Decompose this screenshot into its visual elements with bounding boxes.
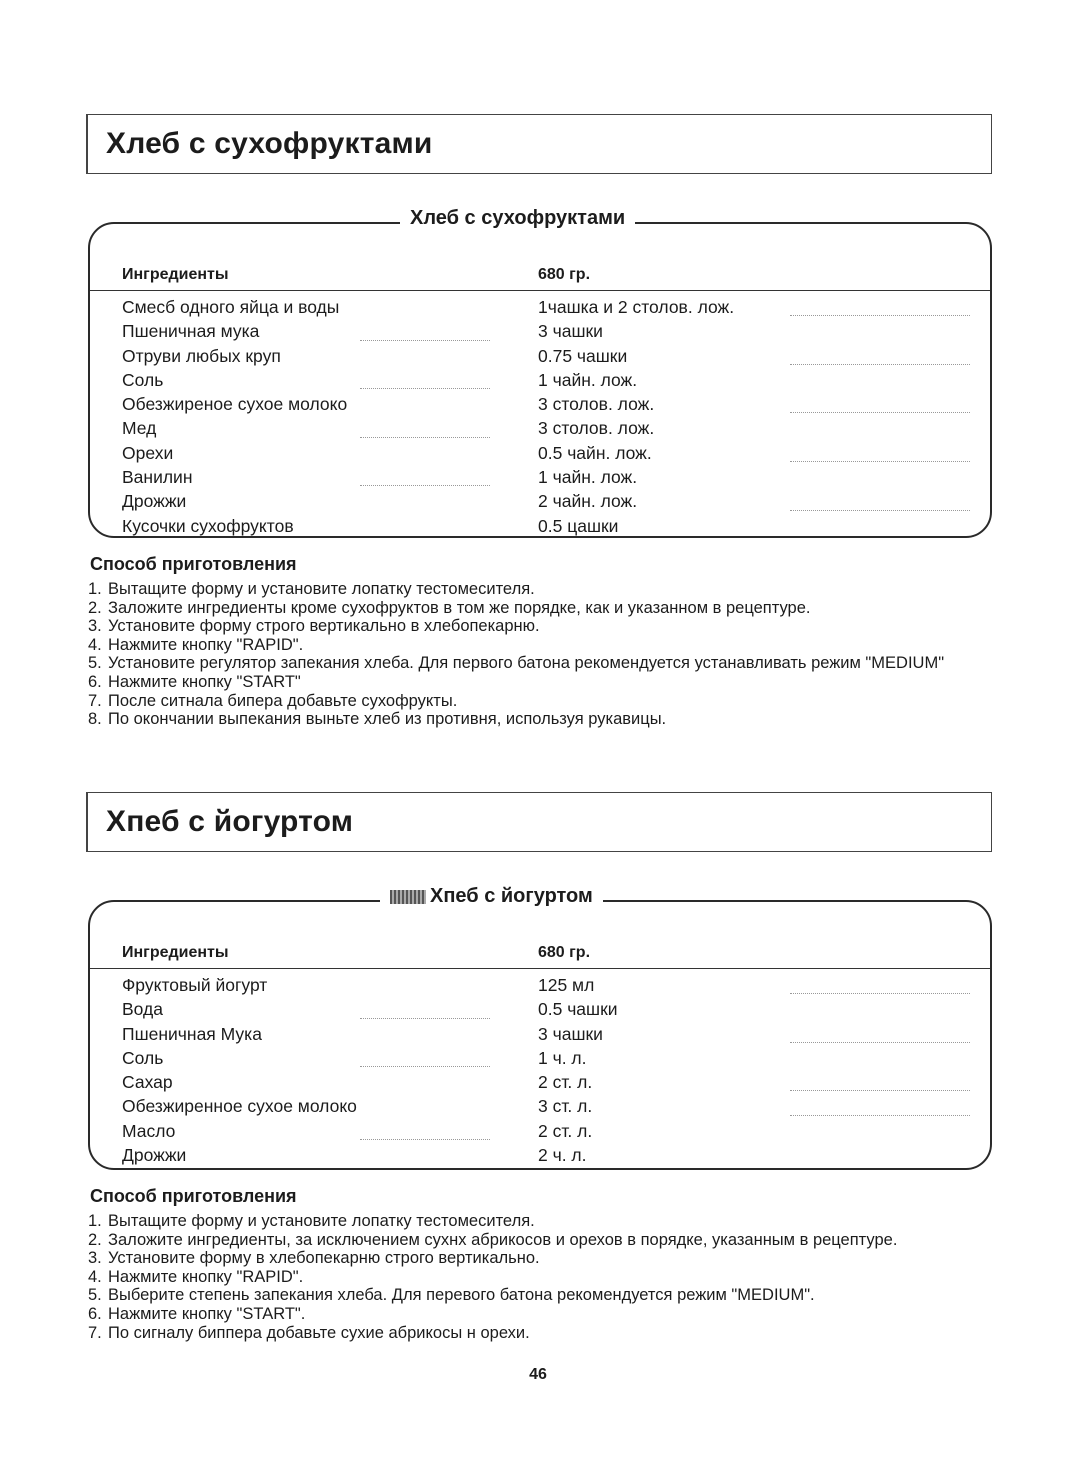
ingredient-name: Мед <box>122 418 157 439</box>
section-title: Хпеб с йогуртом <box>106 805 354 838</box>
ingredient-amount: 1 ч. л. <box>538 1047 587 1068</box>
ingredients-header <box>90 254 990 291</box>
step-text: Заложите ингредиенты кроме сухофруктов в том же порядке, как и указанном в рецептуре. <box>108 598 811 617</box>
ingredient-amount: 0.5 чашки <box>538 999 618 1020</box>
method-step <box>88 692 988 711</box>
ingredient-amount: 3 столов. лож. <box>538 394 655 415</box>
ingredient-name: Ванилин <box>122 467 193 488</box>
step-number: 1. <box>88 580 102 598</box>
method-step <box>88 1249 988 1268</box>
method-step <box>88 654 988 673</box>
page-number: 46 <box>529 1366 547 1383</box>
method-step <box>88 673 988 692</box>
dot-leader <box>790 461 970 462</box>
ingredient-row <box>90 296 990 320</box>
method-steps-dried-fruit <box>88 580 988 729</box>
ingredient-name: Вода <box>122 999 163 1020</box>
ingredient-name: Дрожжи <box>122 491 187 512</box>
step-number: 5. <box>88 654 102 673</box>
section-title-box-dried-fruit <box>86 114 992 174</box>
ingredient-amount: 3 чашки <box>538 1023 603 1044</box>
dot-leader <box>360 340 490 341</box>
ingredients-box-dried-fruit <box>88 207 992 538</box>
step-number: 2. <box>88 598 102 617</box>
section-title-box-yogurt <box>86 792 992 852</box>
ingredient-name: Пшеничная Мука <box>122 1023 262 1044</box>
step-text: Нажмите кнопку "RAPID". <box>108 635 304 654</box>
ingredient-row <box>90 369 990 393</box>
step-number: 5. <box>88 1286 102 1305</box>
step-number: 3. <box>88 617 102 636</box>
method-step <box>88 636 988 655</box>
method-title: Способ приготовления <box>90 554 297 574</box>
method-steps-yogurt <box>88 1212 988 1342</box>
step-text: Нажмите кнопку "RAPID". <box>108 1267 304 1286</box>
dot-leader <box>360 437 490 438</box>
column-header-ingredients: Ингредиенты <box>122 944 229 961</box>
ingredient-row <box>90 442 990 466</box>
box-caption <box>380 885 603 908</box>
ingredient-amount: 0.5 цашки <box>538 515 619 536</box>
ingredient-amount: 1 чайн. лож. <box>538 369 638 390</box>
step-number: 8. <box>88 710 102 729</box>
ingredient-row <box>90 1023 990 1047</box>
dot-leader <box>790 510 970 511</box>
column-header-amount: 680 гр. <box>538 944 591 961</box>
ingredient-row <box>90 466 990 490</box>
ingredient-row <box>90 490 990 514</box>
ingredient-row <box>90 515 990 539</box>
step-number: 3. <box>88 1249 102 1268</box>
ingredient-name: Обезжиреное сухое молоко <box>122 394 348 415</box>
ingredient-amount: 1 чайн. лож. <box>538 467 638 488</box>
step-text: По окончании выпекания выньте хлеб из противня, используя рукавицы. <box>108 710 667 729</box>
dot-leader <box>790 315 970 316</box>
step-number: 1. <box>88 1212 102 1230</box>
method-step <box>88 1212 988 1231</box>
ingredient-amount: 3 чашки <box>538 321 603 342</box>
step-text: После ситнала бипера добавьте сухофрукты. <box>108 691 458 710</box>
section-title: Хлеб с сухофруктами <box>106 127 433 160</box>
step-text: Установите регулятор запекания хлеба. Для первого батона рекомендуется устанавливать режим "MEDIUM" <box>108 654 945 673</box>
ingredient-amount: 2 ч. л. <box>538 1145 587 1166</box>
dot-leader <box>360 388 490 389</box>
ingredient-amount: 2 чайн. лож. <box>538 491 638 512</box>
shade-mark <box>390 890 426 904</box>
ingredient-name: Дрожжи <box>122 1145 187 1166</box>
step-number: 2. <box>88 1230 102 1249</box>
ingredient-amount: 2 ст. л. <box>538 1120 593 1141</box>
method-step <box>88 599 988 618</box>
ingredient-name: Сахар <box>122 1072 173 1093</box>
step-text: По сигналу биппера добавьте сухие абрикосы н орехи. <box>108 1323 530 1342</box>
dot-leader <box>790 993 970 994</box>
column-header-ingredients: Ингредиенты <box>122 266 229 283</box>
step-text: Установите форму в хлебопекарню строго вертикально. <box>108 1249 540 1268</box>
ingredient-row <box>90 320 990 344</box>
method-step <box>88 1324 988 1343</box>
ingredient-name: Обезжиренное сухое молоко <box>122 1096 357 1117</box>
ingredient-name: Масло <box>122 1120 176 1141</box>
box-caption: Хлеб с сухофруктами <box>400 207 635 230</box>
box-caption-text: Хпеб с йогуртом <box>430 885 593 907</box>
dot-leader <box>790 364 970 365</box>
ingredient-amount: 3 столов. лож. <box>538 418 655 439</box>
step-text: Выберите степень запекания хлеба. Для перевого батона рекомендуется режим "MEDIUM". <box>108 1286 815 1305</box>
ingredient-row <box>90 1144 990 1168</box>
ingredient-amount: 3 ст. л. <box>538 1096 593 1117</box>
ingredients-header <box>90 932 990 969</box>
method-step <box>88 1268 988 1287</box>
method-step <box>88 1305 988 1324</box>
method-title: Способ приготовления <box>90 1186 297 1206</box>
step-text: Вытащите форму и установите лопатку тестомесителя. <box>108 1212 535 1230</box>
step-number: 4. <box>88 1267 102 1286</box>
ingredient-name: Фруктовый йогурт <box>122 975 268 995</box>
step-number: 7. <box>88 691 102 710</box>
ingredient-row <box>90 1120 990 1144</box>
ingredient-row <box>90 345 990 369</box>
step-number: 4. <box>88 635 102 654</box>
ingredient-row <box>90 393 990 417</box>
ingredient-name: Соль <box>122 1047 164 1068</box>
dot-leader <box>360 1018 490 1019</box>
method-step <box>88 1231 988 1250</box>
method-step <box>88 710 988 729</box>
ingredient-amount: 0.75 чашки <box>538 345 628 366</box>
method-step <box>88 580 988 599</box>
ingredient-row <box>90 1095 990 1119</box>
dot-leader <box>790 1090 970 1091</box>
step-text: Заложите ингредиенты, за исключением сухнх абрикосов и орехов в порядке, указанным в рецептуре. <box>108 1230 898 1249</box>
ingredient-row <box>90 998 990 1022</box>
step-text: Вытащите форму и установите лопатку тестомесителя. <box>108 580 535 598</box>
ingredient-row <box>90 417 990 441</box>
method-step <box>88 617 988 636</box>
ingredient-name: Смесб одного яйца и воды <box>122 297 340 317</box>
ingredient-name: Отруви любых круп <box>122 345 281 366</box>
ingredient-name: Пшеничная мука <box>122 321 260 342</box>
ingredient-amount: 0.5 чайн. лож. <box>538 442 652 463</box>
ingredients-list <box>90 296 990 539</box>
ingredients-box-yogurt <box>88 885 992 1170</box>
step-text: Нажмите кнопку "START". <box>108 1304 306 1323</box>
step-text: Установите форму строго вертикально в хлебопекарню. <box>108 617 540 636</box>
step-number: 6. <box>88 1304 102 1323</box>
step-number: 7. <box>88 1323 102 1342</box>
dot-leader <box>790 1042 970 1043</box>
ingredient-name: Орехи <box>122 442 174 463</box>
dot-leader <box>360 485 490 486</box>
ingredient-name: Соль <box>122 369 164 390</box>
dot-leader <box>790 1115 970 1116</box>
ingredient-amount: 125 мл <box>538 975 595 995</box>
column-header-amount: 680 гр. <box>538 266 591 283</box>
ingredient-amount: 1чашка и 2 столов. лож. <box>538 297 735 317</box>
ingredient-row <box>90 974 990 998</box>
dot-leader <box>360 1139 490 1140</box>
step-text: Нажмите кнопку "START" <box>108 672 301 691</box>
step-number: 6. <box>88 672 102 691</box>
ingredient-amount: 2 ст. л. <box>538 1072 593 1093</box>
ingredient-row <box>90 1047 990 1071</box>
dot-leader <box>790 412 970 413</box>
ingredient-name: Кусочки сухофруктов <box>122 515 294 536</box>
method-step <box>88 1286 988 1305</box>
ingredients-list <box>90 974 990 1168</box>
ingredient-row <box>90 1071 990 1095</box>
dot-leader <box>360 1066 490 1067</box>
